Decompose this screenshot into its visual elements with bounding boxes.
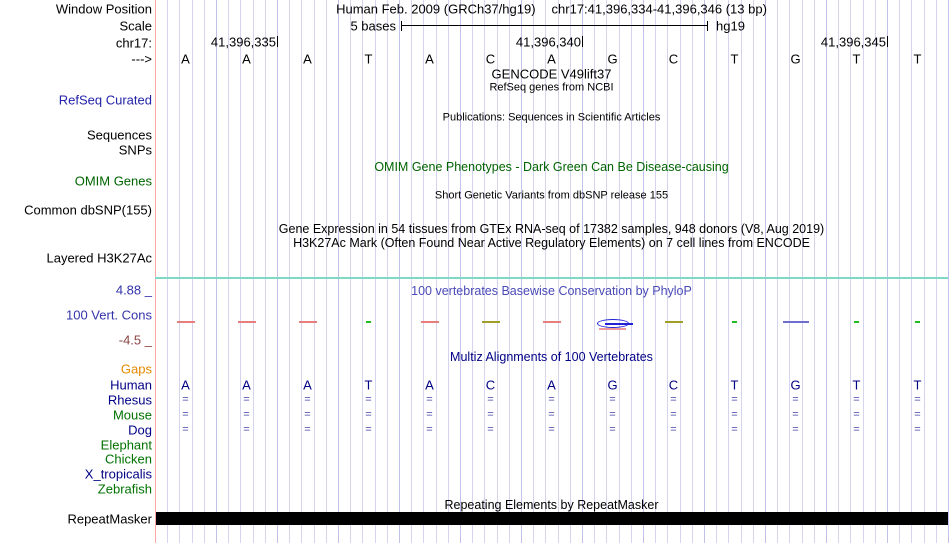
gridline [887,0,888,543]
gridline [789,0,790,543]
gridline [253,0,254,543]
ruler-base-letter: T [730,51,739,67]
track-message-refseq-sub[interactable]: RefSeq genes from NCBI [489,81,614,94]
multiz-align-cell-rhesus[interactable]: = [304,393,311,406]
gridline [167,0,168,543]
ruler-base-letter: G [790,51,801,67]
multiz-align-cell-rhesus[interactable]: = [182,393,189,406]
multiz-align-cell-rhesus[interactable]: = [426,393,433,406]
multiz-human-base[interactable]: A [181,377,190,393]
side-label-4-88-[interactable]: 4.88 _ [115,282,152,298]
ruler-coordinate: 41,396,345 [820,34,886,50]
gridline [399,0,400,543]
ruler-base-letter: T [913,51,922,67]
gridline [631,0,632,543]
side-label-chr17-[interactable]: chr17: [115,35,152,51]
track-left-border [155,0,156,543]
ruler-base-letter: C [668,51,679,67]
multiz-align-cell-mouse[interactable]: = [304,408,311,421]
gridline [289,0,290,543]
gridline [484,0,485,543]
ruler-base-letter: A [425,51,434,67]
multiz-align-cell-mouse[interactable]: = [609,408,616,421]
track-message-h3k27ac[interactable]: H3K27Ac Mark (Often Found Near Active Regulatory Elements) on 7 cell lines from ENCODE [293,235,810,250]
gridline [875,0,876,543]
multiz-align-cell-dog[interactable]: = [609,423,616,436]
position-range: chr17:41,396,334-41,396,346 (13 bp) [551,1,767,17]
side-label-chicken[interactable]: Chicken [105,451,152,467]
side-label-human[interactable]: Human [110,377,152,393]
gridline [338,0,339,543]
gridline [838,0,839,543]
multiz-human-base[interactable]: A [303,377,312,393]
assembly-title: Human Feb. 2009 (GRCh37/hg19) [336,1,536,17]
gridline [680,0,681,543]
gridline [179,0,180,543]
gridline [460,0,461,543]
ruler-tick-mark [887,36,888,47]
side-label-dog[interactable]: Dog [128,422,152,438]
multiz-align-cell-rhesus[interactable]: = [853,393,860,406]
gridline [777,0,778,543]
side-label-refseq-curated[interactable]: RefSeq Curated [58,92,152,108]
gridline [814,0,815,543]
gridline [204,0,205,543]
phylop-bar[interactable] [783,321,809,323]
gridline [265,0,266,543]
gridline [741,0,742,543]
multiz-align-cell-mouse[interactable]: = [487,408,494,421]
scale-bar [401,25,708,26]
side-label-scale[interactable]: Scale [119,18,152,34]
ruler-base-letter: T [852,51,861,67]
side-label-common-dbsnp-155-[interactable]: Common dbSNP(155) [24,202,152,218]
multiz-align-cell-dog[interactable]: = [182,423,189,436]
gridline [911,0,912,543]
phylop-bar[interactable] [177,321,195,323]
gridline [802,0,803,543]
phylop-bar[interactable] [732,321,737,323]
multiz-human-base[interactable]: T [913,377,922,393]
gridline [411,0,412,543]
gridline [436,0,437,543]
multiz-align-cell-rhesus[interactable]: = [792,393,799,406]
track-message-dbsnp[interactable]: Short Genetic Variants from dbSNP release 155 [434,189,669,202]
multiz-align-cell-rhesus[interactable]: = [609,393,616,406]
multiz-align-cell-rhesus[interactable]: = [670,393,677,406]
multiz-align-cell-dog[interactable]: = [731,423,738,436]
side-label-sequences[interactable]: Sequences [86,127,152,143]
gridline [375,0,376,543]
multiz-align-cell-dog[interactable]: = [304,423,311,436]
ruler-tick-mark [582,36,583,47]
gridline [899,0,900,543]
gridline [948,0,949,543]
side-label-omim-genes[interactable]: OMIM Genes [74,173,152,189]
track-message-gtex[interactable]: Gene Expression in 54 tissues from GTEx RNA-seq of 17382 samples, 948 donors (V8, Aug 2019) [278,221,825,236]
phylop-bar[interactable] [665,321,683,323]
multiz-align-cell-mouse[interactable]: = [426,408,433,421]
gridline [826,0,827,543]
multiz-human-base[interactable]: A [242,377,251,393]
multiz-align-cell-dog[interactable]: = [487,423,494,436]
gridline [350,0,351,543]
multiz-align-cell-dog[interactable]: = [365,423,372,436]
track-message-gencode[interactable]: GENCODE V49lift37 [491,66,612,82]
ruler-base-letter: G [607,51,618,67]
side-label-window-position[interactable]: Window Position [55,1,152,17]
multiz-align-cell-rhesus[interactable]: = [548,393,555,406]
gridline [753,0,754,543]
gridline [387,0,388,543]
multiz-align-cell-rhesus[interactable]: = [365,393,372,406]
side-label-rhesus[interactable]: Rhesus [107,392,152,408]
multiz-human-base[interactable]: T [852,377,861,393]
gridline [326,0,327,543]
gridline [924,0,925,543]
gridline [240,0,241,543]
side-label-snps[interactable]: SNPs [118,142,152,158]
multiz-align-cell-mouse[interactable]: = [792,408,799,421]
side-label-x-tropicalis[interactable]: X_tropicalis [84,466,152,482]
side-label--[interactable]: ---> [131,51,152,67]
multiz-align-cell-dog[interactable]: = [853,423,860,436]
multiz-human-base[interactable]: T [364,377,373,393]
side-label-100-vert-cons[interactable]: 100 Vert. Cons [66,307,152,323]
multiz-align-cell-dog[interactable]: = [914,423,921,436]
ruler-base-letter: C [485,51,496,67]
scale-bar-left-tick [401,21,402,31]
multiz-align-cell-dog[interactable]: = [243,423,250,436]
multiz-human-base[interactable]: G [790,377,801,393]
phylop-bar [599,328,626,330]
multiz-align-cell-mouse[interactable]: = [182,408,189,421]
phylop-bar[interactable] [482,321,500,323]
track-message-omim[interactable]: OMIM Gene Phenotypes - Dark Green Can Be Disease-causing [374,159,729,174]
phylop-bar[interactable] [366,321,371,323]
side-label-repeatmasker[interactable]: RepeatMasker [67,511,152,527]
ruler-base-letter: A [181,51,190,67]
scale-bar-right-tick [707,21,708,31]
gridline [863,0,864,543]
multiz-align-cell-rhesus[interactable]: = [914,393,921,406]
gridline [619,0,620,543]
ruler-base-letter: T [364,51,373,67]
ruler-tick-mark [277,36,278,47]
multiz-align-cell-dog[interactable]: = [792,423,799,436]
gridline [716,0,717,543]
gridline [936,0,937,543]
header-title-row [155,3,948,16]
gridline [728,0,729,543]
track-message-publications[interactable]: Publications: Sequences in Scientific Articles [442,111,661,124]
track-message-repeat-title[interactable]: Repeating Elements by RepeatMasker [444,497,659,512]
gridline [216,0,217,543]
gridline [362,0,363,543]
gridline [314,0,315,543]
phylop-bar[interactable] [299,321,317,323]
phylop-bar[interactable] [421,321,439,323]
track-message-phylop[interactable]: 100 vertebrates Basewise Conservation by PhyloP [411,283,692,298]
ruler-base-letter: A [242,51,251,67]
gridline [301,0,302,543]
ruler-coordinate: 41,396,340 [515,34,581,50]
gridline [228,0,229,543]
side-label-layered-h3k27ac[interactable]: Layered H3K27Ac [46,250,152,266]
multiz-align-cell-dog[interactable]: = [670,423,677,436]
multiz-align-cell-mouse[interactable]: = [914,408,921,421]
side-label-gaps[interactable]: Gaps [120,361,152,377]
multiz-align-cell-dog[interactable]: = [426,423,433,436]
phylop-bar[interactable] [543,321,561,323]
gridline [850,0,851,543]
side-label-elephant[interactable]: Elephant [100,437,152,453]
multiz-align-cell-rhesus[interactable]: = [731,393,738,406]
gridline [704,0,705,543]
assembly-name: hg19 [716,18,745,34]
multiz-human-base[interactable]: C [485,377,496,393]
gridline [448,0,449,543]
ruler-base-letter: A [547,51,556,67]
multiz-align-cell-mouse[interactable]: = [365,408,372,421]
gridline [667,0,668,543]
multiz-human-base[interactable]: T [730,377,739,393]
ruler-base-letter: A [303,51,312,67]
multiz-align-cell-mouse[interactable]: = [731,408,738,421]
multiz-align-cell-mouse[interactable]: = [243,408,250,421]
multiz-align-cell-mouse[interactable]: = [853,408,860,421]
multiz-align-cell-rhesus[interactable]: = [487,393,494,406]
side-label-mouse[interactable]: Mouse [112,407,152,423]
gridline [655,0,656,543]
multiz-human-base[interactable]: A [425,377,434,393]
ruler-coordinate: 41,396,335 [210,34,276,50]
gridline [643,0,644,543]
multiz-align-cell-dog[interactable]: = [548,423,555,436]
gridline [277,0,278,543]
gridline [472,0,473,543]
phylop-bar[interactable] [854,321,859,323]
side-label--4-5-[interactable]: -4.5 _ [118,332,152,348]
scale-label: 5 bases [350,18,396,34]
multiz-align-cell-rhesus[interactable]: = [243,393,250,406]
gridline [765,0,766,543]
repeatmasker-bar[interactable] [156,512,948,525]
multiz-align-cell-mouse[interactable]: = [548,408,555,421]
multiz-align-cell-mouse[interactable]: = [670,408,677,421]
side-label-zebrafish[interactable]: Zebrafish [97,481,152,497]
phylop-bar[interactable] [915,321,920,323]
multiz-human-base[interactable]: A [547,377,556,393]
phylop-ellipse-midline [605,323,633,325]
gridline [692,0,693,543]
gridline [423,0,424,543]
gridline [192,0,193,543]
multiz-human-base[interactable]: G [607,377,618,393]
track-separator [155,277,948,279]
multiz-human-base[interactable]: C [668,377,679,393]
track-message-multiz[interactable]: Multiz Alignments of 100 Vertebrates [450,349,653,364]
phylop-bar[interactable] [238,321,256,323]
